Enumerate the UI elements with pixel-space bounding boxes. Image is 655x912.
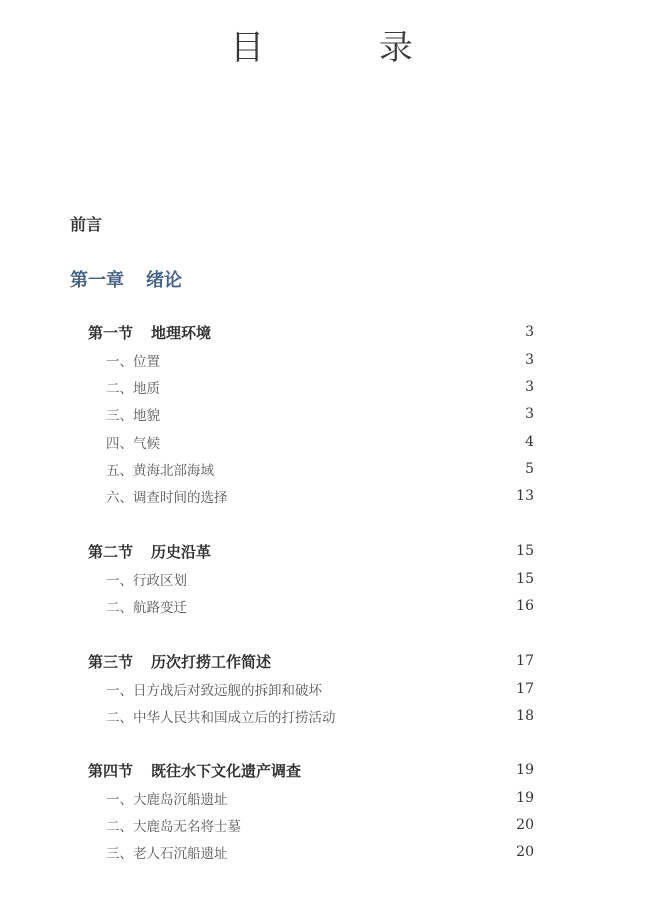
item-label: 五、黄海北部海域	[106, 462, 214, 479]
page-number: 13	[516, 488, 534, 505]
page-number: 17	[516, 680, 534, 697]
page-number: 17	[516, 653, 534, 669]
item-label: 六、调查时间的选择	[106, 490, 228, 507]
toc-section-1	[88, 318, 534, 510]
page-number: 20	[516, 816, 534, 833]
section-heading[interactable]	[88, 537, 534, 565]
chapter-title: 绪论	[146, 270, 182, 291]
page-number: 18	[516, 707, 534, 724]
toc-section-3	[88, 647, 534, 730]
section-heading[interactable]	[88, 318, 534, 346]
page-number: 16	[516, 597, 534, 614]
toc-item[interactable]	[88, 482, 534, 509]
toc-item[interactable]	[88, 401, 534, 428]
page-number: 15	[516, 543, 534, 559]
page-number: 15	[516, 570, 534, 587]
page-number: 19	[516, 762, 534, 778]
item-label: 二、大鹿岛无名将士墓	[106, 818, 241, 835]
section-title: 历次打捞工作简述	[151, 652, 272, 671]
item-label: 四、气候	[106, 435, 160, 452]
section-number: 第三节	[88, 652, 134, 671]
page-number: 19	[516, 789, 534, 806]
page-number: 4	[525, 433, 534, 450]
section-heading[interactable]	[88, 756, 534, 784]
item-label: 二、地质	[106, 380, 160, 397]
page-number: 3	[525, 324, 534, 340]
section-heading[interactable]	[88, 647, 534, 675]
item-label: 一、日方战后对致远舰的拆卸和破坏	[106, 682, 322, 699]
toc-item[interactable]	[88, 565, 534, 592]
toc-item[interactable]	[88, 346, 534, 373]
item-label: 三、地貌	[106, 408, 160, 425]
page-number: 3	[525, 351, 534, 368]
toc-item[interactable]	[88, 455, 534, 482]
page-title: 目 录	[230, 28, 465, 68]
toc-item[interactable]	[88, 428, 534, 455]
section-title: 历史沿革	[151, 542, 212, 561]
section-title: 既往水下文化遗产调查	[151, 761, 302, 780]
toc-section-2	[88, 537, 534, 620]
toc-section-4	[88, 756, 534, 866]
toc-item[interactable]	[88, 592, 534, 619]
item-label: 二、航路变迁	[106, 599, 187, 616]
section-number: 第一节	[88, 323, 134, 342]
page-number: 3	[525, 406, 534, 423]
item-label: 一、大鹿岛沉船遗址	[106, 791, 228, 808]
chapter-number: 第一章	[70, 270, 124, 291]
item-label: 三、老人石沉船遗址	[106, 846, 228, 863]
page-number: 5	[525, 460, 534, 477]
toc-chapter-1[interactable]	[70, 266, 182, 292]
toc-item[interactable]	[88, 675, 534, 702]
item-label: 一、行政区划	[106, 572, 187, 589]
item-label: 二、中华人民共和国成立后的打捞活动	[106, 709, 336, 726]
toc-item[interactable]	[88, 373, 534, 400]
page-number: 3	[525, 378, 534, 395]
page-number: 20	[516, 844, 534, 861]
toc-item[interactable]	[88, 811, 534, 838]
section-number: 第二节	[88, 542, 134, 561]
section-title: 地理环境	[151, 323, 212, 342]
item-label: 一、位置	[106, 353, 160, 370]
toc-preface[interactable]: 前言	[70, 215, 103, 234]
toc-item[interactable]	[88, 784, 534, 811]
toc-item[interactable]	[88, 839, 534, 866]
toc-item[interactable]	[88, 702, 534, 729]
section-number: 第四节	[88, 761, 134, 780]
